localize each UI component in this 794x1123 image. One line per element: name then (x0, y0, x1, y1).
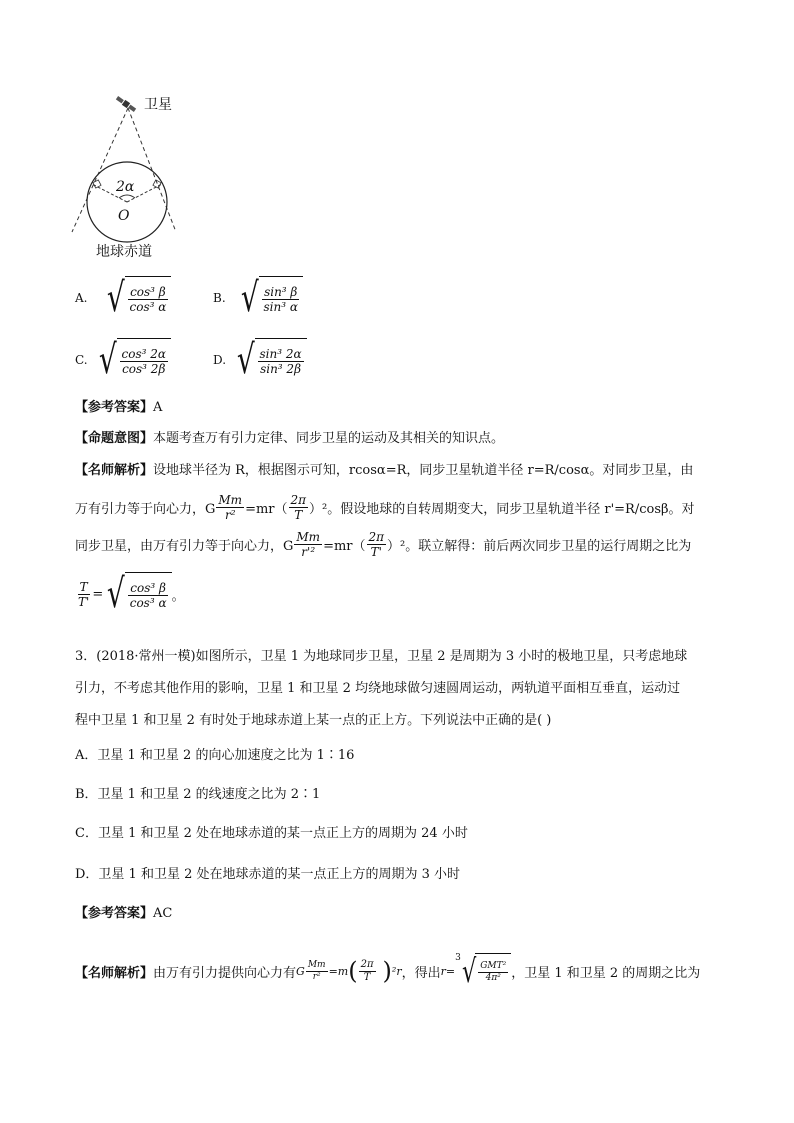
option-d-formula: √ $\frac{\text{sin³ 2α}}{\text{sin³ 2β}}$ (233, 338, 307, 382)
formula-mm-r2p: $\frac{Mm}{\text{r'²}}$ (296, 530, 321, 559)
center-label: O (118, 208, 130, 224)
equator-label: 地球赤道 (96, 244, 152, 260)
angle-label: 2α (116, 179, 135, 195)
option-a[interactable] (75, 276, 171, 320)
option-a-formula: √ $\frac{\text{cos³ β}}{\text{cos³ α}}$ (103, 276, 171, 320)
q2-analysis-line3: 同步卫星，由万有引力等于向心力，G $\frac{Mm}{\text{r'²}}$ =mr（ $\frac{2\pi}{T'}$ ）²。联立解得：前后两次同步卫星的运行周期之比为 (75, 530, 692, 559)
option-a-label: A. (75, 291, 88, 305)
intent-text: 本题考查万有引力定律、同步卫星的运动及其相关的知识点。 (153, 431, 505, 446)
q3-option-d[interactable]: D．卫星 1 和卫星 2 处在地球赤道的某一点正上方的周期为 3 小时 (75, 867, 461, 882)
option-b[interactable] (213, 276, 303, 320)
q3-analysis: 【名师解析】 由万有引力提供向心力有 G $\frac{Mm}{\text{r²}}$ =m ( $\frac{2\pi}{T}$ ) ²r ，得出 r= 3 √ $\frac{\text{GMT²}}{\text{4π²}}$ ，卫星 1 和卫星 2 的周期之比为 (75, 952, 701, 990)
q2-final-formula: $\frac{T}{T'}$ = √ $\frac{\text{cos³ β}}{\text{cos³ α}}$ 。 (78, 571, 185, 617)
q3-stem-line3: 程中卫星 1 和卫星 2 有时处于地球赤道上某一点的正上方。下列说法中正确的是( ) (75, 713, 552, 728)
option-b-label: B. (213, 291, 226, 305)
q2-answer (75, 399, 162, 417)
answer-tag: 【参考答案】 (75, 906, 154, 921)
answer-value: AC (153, 906, 173, 921)
satellite-label: 卫星 (144, 97, 172, 113)
formula-2pi-tp: $\frac{2\pi}{T'}$ (368, 530, 385, 559)
option-c-formula: √ $\frac{\text{cos³ 2α}}{\text{cos³ 2β}}$ (95, 338, 171, 382)
option-d-label: D. (213, 353, 227, 367)
satellite-orbit-figure (60, 92, 210, 262)
right-angle-mark-right (153, 180, 161, 188)
formula-mm-r2: $\frac{Mm}{\text{r²}}$ (218, 493, 243, 522)
answer-value: A (153, 400, 163, 415)
q2-intent (75, 430, 504, 448)
intent-tag: 【命题意图】 (75, 431, 154, 446)
q3-option-c[interactable]: C．卫星 1 和卫星 2 处在地球赤道的某一点正上方的周期为 24 小时 (75, 826, 468, 841)
q3-option-b[interactable]: B．卫星 1 和卫星 2 的线速度之比为 2∶1 (75, 787, 321, 802)
right-angle-mark-left (93, 180, 101, 188)
analysis-tag: 【名师解析】 (75, 463, 154, 478)
q2-analysis-line1: 【名师解析】设地球半径为 R，根据图示可知，rcosα=R，同步卫星轨道半径 r=R/cosα。对同步卫星，由 (75, 463, 694, 478)
answer-tag: 【参考答案】 (75, 400, 154, 415)
option-d[interactable] (213, 338, 307, 382)
option-c[interactable] (75, 338, 171, 382)
option-c-label: C. (75, 353, 88, 367)
q3-stem-line1: 3．(2018·常州一模)如图所示，卫星 1 为地球同步卫星，卫星 2 是周期为 3 小时的极地卫星，只考虑地球 (75, 649, 688, 664)
formula-2pi-t: $\frac{2\pi}{T}$ (290, 493, 307, 522)
analysis-tag: 【名师解析】 (75, 965, 154, 981)
q3-stem-line2: 引力，不考虑其他作用的影响，卫星 1 和卫星 2 均绕地球做匀速圆周运动，两轨道平面相互垂直，运动过 (75, 681, 681, 696)
satellite-icon (115, 95, 136, 113)
q3-option-a[interactable]: A．卫星 1 和卫星 2 的向心加速度之比为 1∶16 (75, 748, 355, 763)
q2-analysis-line2: 万有引力等于向心力，G $\frac{Mm}{\text{r²}}$ =mr（ $\frac{2\pi}{T}$ ）²。假设地球的自转周期变大，同步卫星轨道半径 r'=R/cosβ。对 (75, 493, 695, 522)
option-b-formula: √ $\frac{\text{sin³ β}}{\text{sin³ α}}$ (237, 276, 303, 320)
q3-answer (75, 905, 172, 923)
tangent-line-right (128, 108, 176, 232)
